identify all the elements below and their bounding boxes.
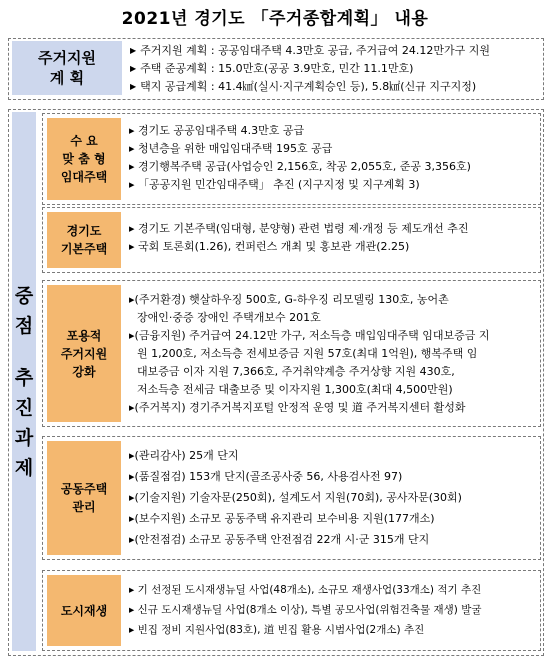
section-list: [129, 445, 536, 550]
bullet-icon: ▶: [130, 82, 137, 91]
list-item: ▶ 주거지원 계획 : 공공임대주택 4.3만호 공급, 주거급여 24.12만가구 지원: [130, 44, 490, 57]
section-list: [129, 291, 536, 417]
section-demand-rental: [42, 113, 541, 205]
section-list: [129, 580, 536, 640]
section-heading: 수 요 맞 춤 형 임대주택: [47, 118, 121, 200]
plan-summary-heading: [12, 41, 122, 95]
list-item: ▸(보수지원) 소규모 공동주택 유지관리 보수비용 지원(177개소): [129, 512, 435, 525]
list-item: ▸ 국회 토론회(1.26), 컨퍼런스 개최 및 홍보관 개관(2.25): [129, 240, 410, 253]
list-item: ▸ 경기도 기본주택(임대형, 분양형) 관련 법령 제·개정 등 제도개선 추진: [129, 222, 469, 235]
list-item-continued: 원 1,200호, 저소득층 전세보증금 지원 57호(최대 1억원), 행복주택 임: [137, 347, 478, 360]
list-item: ▸ 경기도 공공임대주택 4.3만호 공급: [129, 124, 305, 137]
list-item: ▸(주거환경) 햇살하우징 500호, G-하우징 리모델링 130호, 농어촌: [129, 293, 449, 306]
list-item: ▸ 신규 도시재생뉴딜 사업(8개소 이상), 특별 공모사업(위험건축물 재생) 발굴: [129, 604, 482, 616]
list-item: ▸(금융지원) 주거급여 24.12만 가구, 저소득층 매입임대주택 임대보증금 지: [129, 329, 490, 342]
section-basic-housing: [42, 207, 541, 273]
list-item: ▸ 빈집 정비 지원사업(83호), 道 빈집 활용 시범사업(2개소) 추진: [129, 624, 425, 636]
list-item: ▶ 택지 공급계획 : 41.4㎢(실시·지구계획승인 등), 5.8㎢(신규 지구지정): [130, 80, 477, 93]
list-item-continued: 저소득층 전세금 대출보증 및 이자지원 1,300호(최대 4,500만원): [137, 383, 453, 396]
list-item: ▸ 기 선정된 도시재생뉴딜 사업(48개소), 소규모 재생사업(33개소) 적기 추진: [129, 584, 482, 596]
list-item: ▸(주거복지) 경기주거복지포털 안정적 운영 및 道 주거복지센터 활성화: [129, 401, 466, 414]
section-heading: 공동주택 관리: [47, 441, 121, 555]
section-list: [129, 122, 536, 194]
bullet-icon: ▶: [130, 46, 137, 55]
list-item-continued: 대보증금 이자 지원 7,366호, 주거취약계층 주거상향 지원 430호,: [137, 365, 455, 378]
list-item: ▸(안전점검) 소규모 공동주택 안전점검 22개 시·군 315개 단지: [129, 533, 430, 546]
section-heading: 경기도 기본주택: [47, 212, 121, 268]
list-item: ▸(관리감사) 25개 단지: [129, 449, 239, 462]
list-item: ▶ 주택 준공계획 : 15.0만호(공공 3.9만호, 민간 11.1만호): [130, 62, 414, 75]
section-apartment-management: [42, 436, 541, 560]
bullet-icon: ▶: [130, 64, 137, 73]
section-urban-regeneration: [42, 570, 541, 651]
section-heading: 도시재생: [47, 575, 121, 646]
list-item-continued: 장애인·중증 장애인 주택개보수 201호: [137, 311, 321, 324]
key-tasks-heading: 중 점 추 진 과 제: [12, 112, 36, 651]
section-heading: 포용적 주거지원 강화: [47, 285, 121, 422]
heading-line: 주거지원: [38, 49, 96, 67]
list-item: ▸(기술지원) 기술자문(250회), 설계도서 지원(70회), 공사자문(30회): [129, 491, 462, 504]
heading-line: 계 획: [49, 69, 85, 87]
section-inclusive-support: [42, 280, 541, 427]
page-title: 2021년 경기도 「주거종합계획」 내용: [121, 9, 429, 29]
section-list: [129, 220, 536, 256]
list-item: ▸ 경기행복주택 공급(사업승인 2,156호, 착공 2,055호, 준공 3,356호): [129, 160, 471, 173]
list-item: ▸ 청년층을 위한 매입임대주택 195호 공급: [129, 142, 333, 155]
plan-summary-list: [130, 42, 540, 96]
list-item: ▸(품질점검) 153개 단지(골조공사중 56, 사용검사전 97): [129, 470, 403, 483]
list-item: ▸ 「공공지원 민간임대주택」 추진 (지구지정 및 지구계획 3): [129, 178, 420, 191]
